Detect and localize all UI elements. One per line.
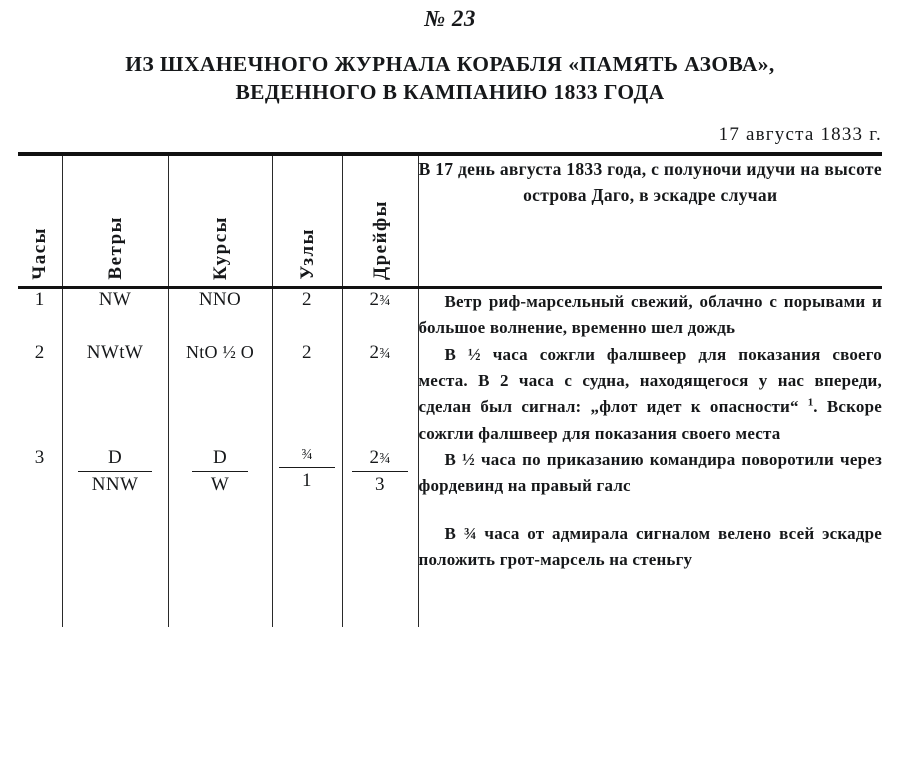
cell-courses: NNO [168,289,272,342]
stacked-value-knots [279,447,335,492]
event-paragraph: В ½ часа сожгли фалшвеер для показания своего места. В 2 часа с судна, находящегося у нас впереди, сделан был сигнал: „флот идет к опасности“ $^1$. Вскоре сожгли фалшвеер для показания своего места [418,344,882,443]
cell-drifts-whole: 2 [369,341,380,363]
cell-drifts [342,289,418,342]
stacked-value-top-fraction: ¾ [379,451,391,468]
cell-hours: 1 [34,289,45,310]
stacked-value-top: D [107,447,123,469]
cell-hours: 3 [34,447,45,469]
cell-knots: 2 [272,342,342,447]
title-line-2: ВЕДЕННОГО В КАМПАНИЮ 1833 ГОДА [235,79,665,104]
cell-drifts [342,447,418,573]
cell-knots: 2 [272,289,342,342]
stub-events [418,573,882,627]
cell-drifts-fraction: ¾ [379,293,391,309]
cell-courses [168,447,272,573]
column-header-knots-label: Узлы [296,228,318,280]
stub-courses [168,573,272,627]
ship-log-table [18,152,882,627]
cell-drifts-fraction: ¾ [379,345,391,362]
stacked-value-drifts [352,447,408,497]
column-header-events: В 17 день августа 1833 года, с полуночи идучи на высоте острова Даго, в эскадре случаи [418,156,882,288]
column-header-drifts [342,156,418,288]
stacked-value-top [352,447,408,471]
table-row [18,289,882,342]
cell-events [418,342,882,447]
cell-courses: NtO ½ O [168,342,272,447]
column-header-courses [168,156,272,288]
stacked-value-winds [78,447,152,497]
document-date: 17 августа 1833 г. [718,124,882,146]
cell-drifts-whole: 2 [369,289,380,310]
stacked-value-top: ¾ [301,447,313,464]
event-paragraph: В ¾ часа от адмирала сигналом велено всей эскадре положить грот-марсель на стеньгу [418,523,882,570]
table-header-row [18,156,882,288]
column-header-winds [62,156,168,288]
event-paragraph: Ветр риф-марсельный свежий, облачно с порывами и большое волнение, временно шел дождь [418,292,882,338]
table-bottom-stub [18,573,882,627]
stacked-value-bottom: NNW [78,471,152,496]
cell-events [418,289,882,342]
table-row [18,447,882,573]
column-header-winds-label: Ветры [104,216,126,280]
column-header-drifts-label: Дрейфы [369,200,391,280]
footnote-marker: 1 [807,396,814,409]
stub-knots [272,573,342,627]
cell-drifts [342,342,418,447]
stub-hours [18,573,62,627]
stacked-value-bottom: 3 [352,471,408,496]
cell-winds: NW [62,289,168,342]
event-paragraph: В ½ часа по приказанию командира поворотили через фордевинд на правый галс [418,450,882,496]
stub-winds [62,573,168,627]
stacked-value-bottom: W [192,471,248,496]
cell-events [418,447,882,573]
stacked-value-top-whole: 2 [369,447,380,469]
page-title [0,51,900,106]
title-line-1: ИЗ ШХАНЕЧНОГО ЖУРНАЛА КОРАБЛЯ «ПАМЯТЬ АЗОВА», [125,52,775,77]
stacked-value-bottom: 1 [279,467,335,492]
stacked-value-courses [192,447,248,497]
stub-drifts [342,573,418,627]
column-header-courses-label: Курсы [209,215,231,280]
cell-hours: 2 [34,341,45,363]
column-header-knots [272,156,342,288]
document-number: № 23 [424,6,476,31]
cell-knots [272,447,342,573]
column-header-hours [18,156,62,288]
table-row [18,342,882,447]
cell-winds [62,447,168,573]
stacked-value-top: D [212,447,228,469]
column-header-hours-label: Часы [29,227,51,280]
cell-winds: NWtW [62,342,168,447]
